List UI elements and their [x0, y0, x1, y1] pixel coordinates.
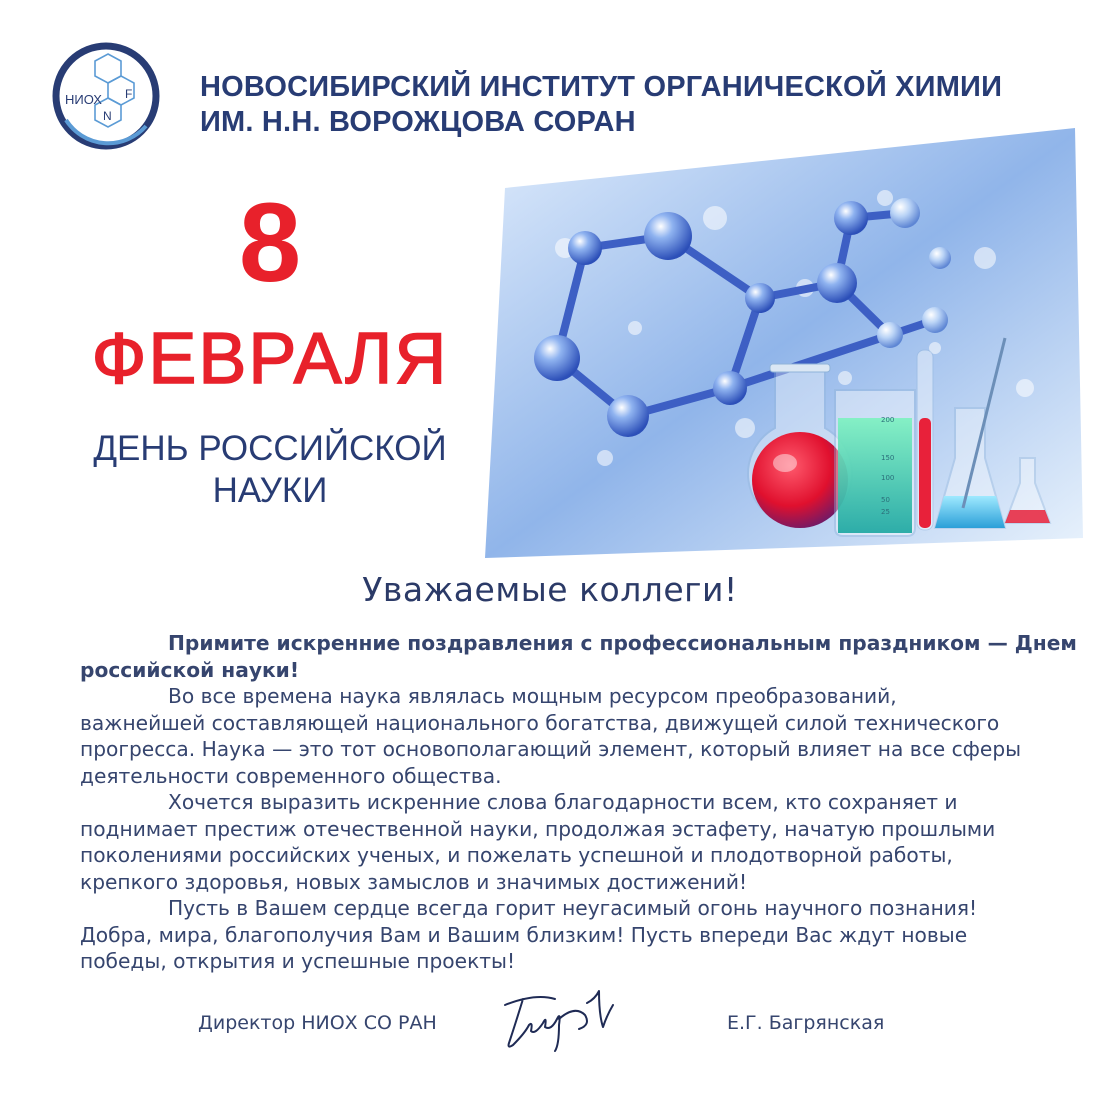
- graduation-150: 150: [881, 454, 895, 462]
- paragraph: [80, 789, 1040, 895]
- science-illustration: [485, 128, 1083, 558]
- holiday-title-line2: НАУКИ: [212, 471, 328, 510]
- holiday-title: [40, 428, 500, 512]
- logo-atom-f: F: [125, 87, 133, 101]
- handwritten-signature: [495, 985, 625, 1055]
- paragraph-line: поколениями российских ученых, и пожелать успешной и плодотворной работы,: [80, 843, 953, 867]
- greeting: Уважаемые коллеги!: [362, 570, 738, 609]
- institute-logo: [50, 40, 168, 152]
- test-tube-icon: [917, 350, 933, 530]
- paragraph-line: крепкого здоровья, новых замыслов и значимых достижений!: [80, 869, 748, 894]
- institute-name-line2: ИМ. Н.Н. ВОРОЖЦОВА СОРАН: [200, 106, 636, 138]
- graduation-100: 100: [881, 474, 895, 482]
- logo-atom-n: N: [103, 109, 112, 123]
- logo-abbr: НИОХ: [65, 92, 102, 107]
- paragraph-line: деятельности современного общества.: [80, 763, 502, 788]
- signatory-name: Е.Г. Багрянская: [727, 1012, 885, 1034]
- signatory-title: Директор НИОХ СО РАН: [198, 1012, 437, 1034]
- paragraph-line: российской науки!: [80, 657, 300, 682]
- paragraph: [80, 630, 1077, 683]
- paragraph-line: победы, открытия и успешные проекты!: [80, 949, 516, 973]
- graduation-50: 50: [881, 496, 890, 504]
- paragraph: [80, 683, 1040, 789]
- paragraph-line: Добра, мира, благополучия Вам и Вашим близким! Пусть впереди Вас ждут новые: [80, 922, 968, 947]
- date-day: 8: [238, 180, 302, 305]
- paragraph-line: Пусть в Вашем сердце всегда горит неугасимый огонь научного познания!: [168, 896, 978, 920]
- paragraph-line: Хочется выразить искренние слова благодарности всем, кто сохраняет и: [168, 790, 958, 814]
- paragraph-line: Во все времена наука являлась мощным ресурсом преобразований,: [168, 684, 897, 708]
- paragraph-line: прогресса. Наука — это тот основополагающий элемент, который влияет на все сферы: [80, 737, 1022, 761]
- institute-name-line1: НОВОСИБИРСКИЙ ИНСТИТУТ ОРГАНИЧЕСКОЙ ХИМИИ: [200, 71, 1003, 103]
- graduation-25: 25: [881, 508, 890, 516]
- date-month: ФЕВРАЛЯ: [91, 319, 449, 399]
- letter-body: [80, 630, 1077, 975]
- paragraph-line: важнейшей составляющей национального богатства, движущей силой технического: [80, 710, 1000, 735]
- beaker-icon: [835, 390, 915, 536]
- holiday-title-line1: ДЕНЬ РОССИЙСКОЙ: [93, 429, 447, 468]
- paragraph-line: Примите искренние поздравления с профессиональным праздником — Днем: [168, 631, 1077, 655]
- graduation-200: 200: [881, 416, 895, 424]
- paragraph: [80, 895, 1040, 975]
- paragraph-line: поднимает престиж отечественной науки, продолжая эстафету, начатую прошлыми: [80, 816, 996, 841]
